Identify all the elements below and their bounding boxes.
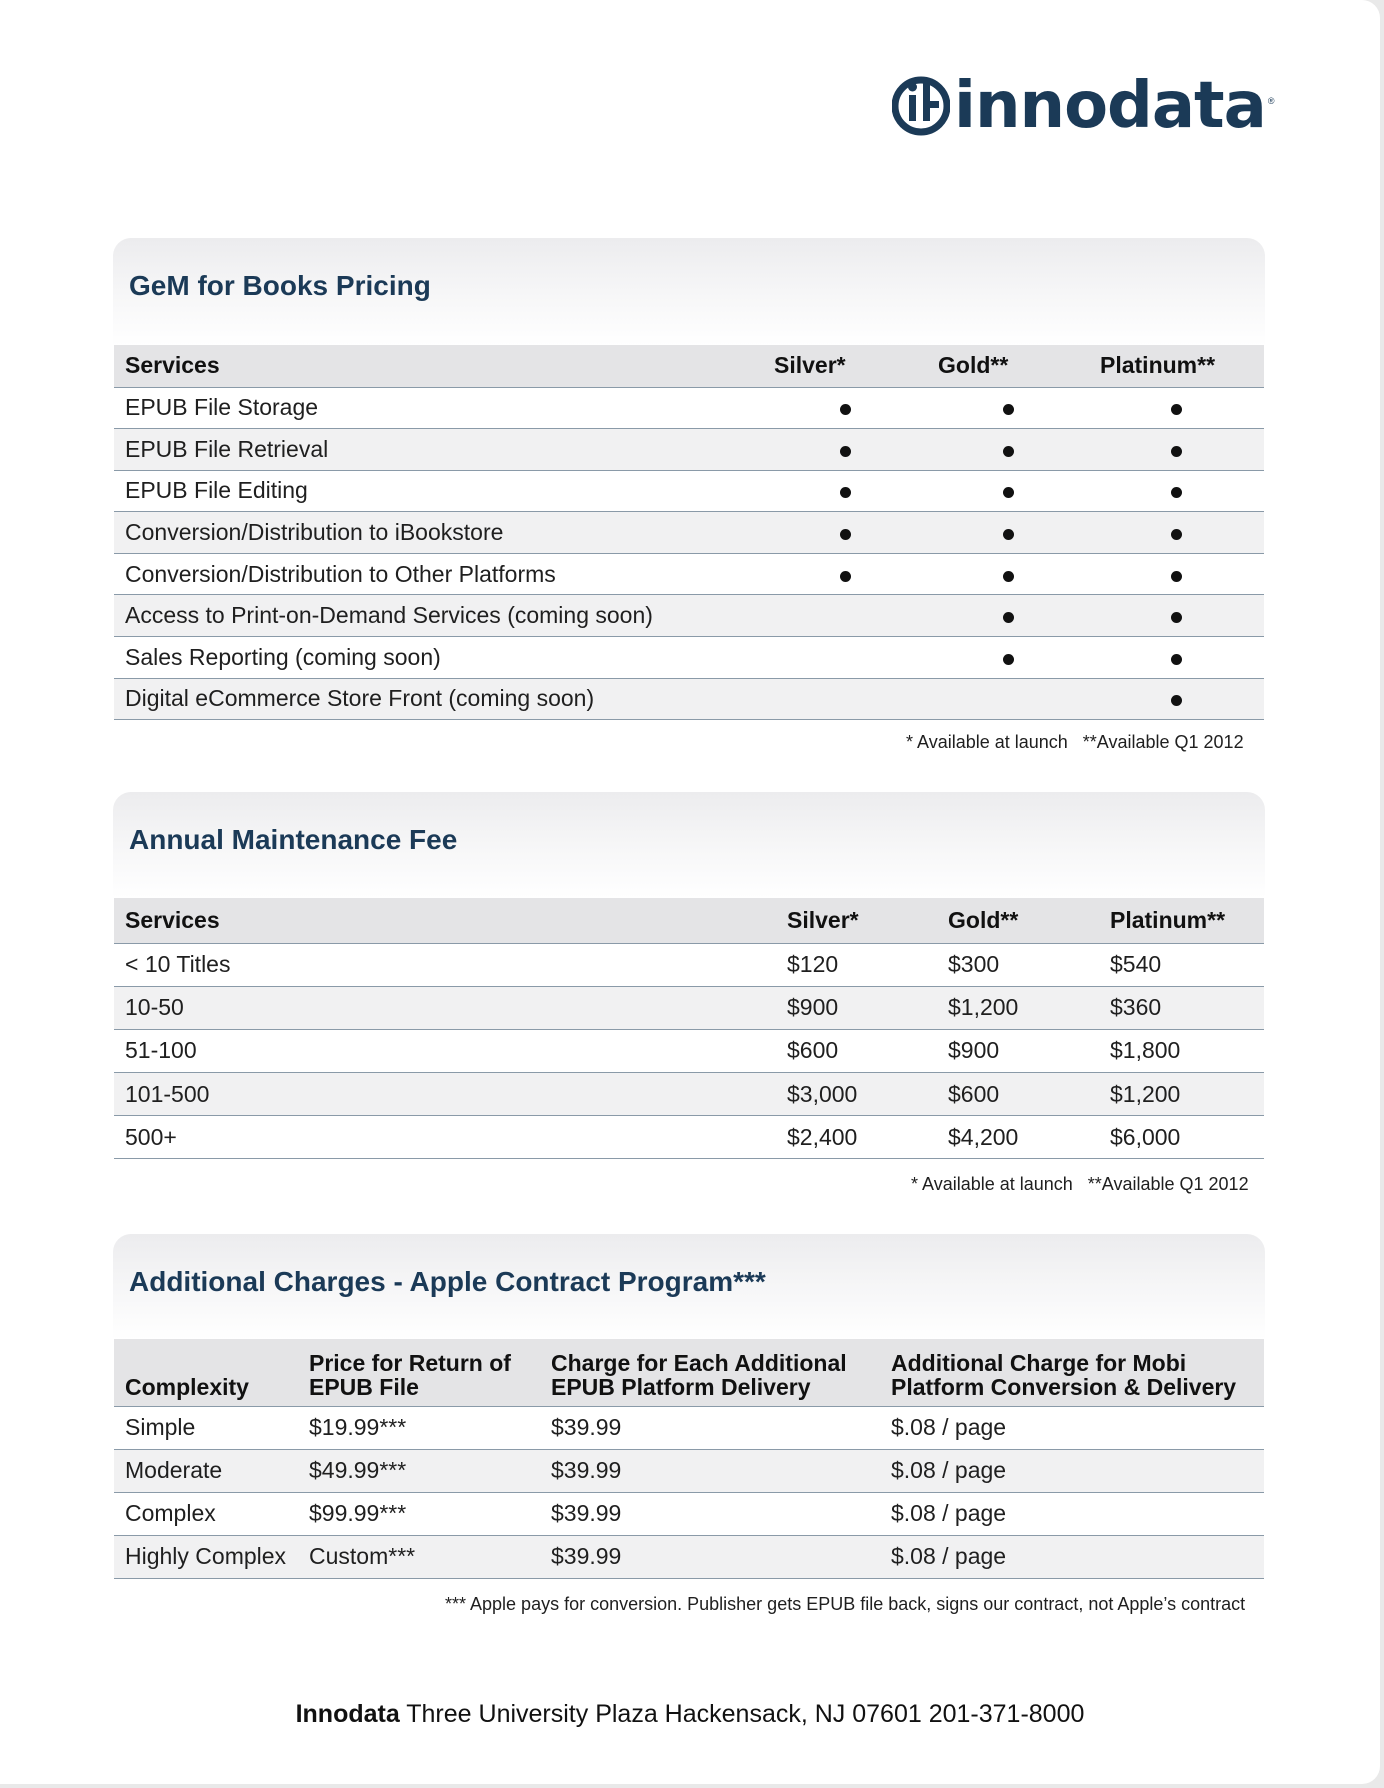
additional-delivery-charge: $39.99 (540, 1449, 880, 1492)
platinum-cell (1089, 678, 1264, 720)
platinum-cell (1089, 637, 1264, 679)
gold-cell (927, 429, 1089, 471)
registered-mark: ® (1267, 96, 1275, 106)
table-row (114, 1073, 1264, 1116)
table-row (114, 1535, 1264, 1578)
service-name: EPUB File Retrieval (114, 429, 763, 471)
included-bullet-icon (1003, 654, 1014, 665)
pricing-title: GeM for Books Pricing (129, 270, 431, 301)
platinum-cell (1089, 512, 1264, 554)
gold-cell (927, 595, 1089, 637)
gold-cell (927, 637, 1089, 679)
pricing-header-silver: Silver* (763, 345, 927, 387)
complexity: Moderate (114, 1449, 298, 1492)
platinum-price: $1,800 (1099, 1029, 1264, 1072)
header-complexity-line: Complexity (125, 1374, 249, 1401)
silver-cell (763, 678, 927, 720)
tier-range: 500+ (114, 1116, 776, 1159)
maintenance-header-gold: Gold** (937, 898, 1099, 943)
complexity: Simple (114, 1406, 298, 1449)
additional-footnote: *** Apple pays for conversion. Publisher gets EPUB file back, signs our contract, not Apple’s contract (445, 1594, 1246, 1614)
silver-cell (763, 387, 927, 429)
tier-range: 101-500 (114, 1073, 776, 1116)
mobi-charge: $.08 / page (880, 1492, 1264, 1535)
gold-price: $4,200 (937, 1116, 1099, 1159)
gold-cell (927, 470, 1089, 512)
gold-cell (927, 678, 1089, 720)
silver-cell (763, 470, 927, 512)
gold-cell (927, 512, 1089, 554)
included-bullet-icon (1171, 654, 1182, 665)
innodata-logo (892, 69, 1275, 143)
silver-cell (763, 429, 927, 471)
gold-price: $1,200 (937, 986, 1099, 1029)
return-price: $19.99*** (298, 1406, 540, 1449)
service-name: Sales Reporting (coming soon) (114, 637, 763, 679)
header-return-price (298, 1339, 540, 1406)
table-row (114, 678, 1264, 720)
silver-price: $900 (776, 986, 937, 1029)
tier-range: < 10 Titles (114, 943, 776, 986)
included-bullet-icon (1003, 571, 1014, 582)
platinum-cell (1089, 553, 1264, 595)
mobi-charge: $.08 / page (880, 1535, 1264, 1578)
footer-company: Innodata (295, 1700, 400, 1728)
included-bullet-icon (840, 404, 851, 415)
included-bullet-icon (1003, 404, 1014, 415)
platinum-price: $1,200 (1099, 1073, 1264, 1116)
silver-price: $600 (776, 1029, 937, 1072)
table-row (114, 1406, 1264, 1449)
header-return-price-line: EPUB File (309, 1374, 419, 1401)
pricing-header-panel (113, 238, 1265, 346)
included-bullet-icon (840, 571, 851, 582)
included-bullet-icon (840, 487, 851, 498)
platinum-cell (1089, 470, 1264, 512)
additional-delivery-charge: $39.99 (540, 1535, 880, 1578)
header-return-price-line: Price for Return of (309, 1350, 511, 1377)
service-name: Conversion/Distribution to Other Platforms (114, 553, 763, 595)
table-row (114, 553, 1264, 595)
pricing-table (114, 345, 1264, 720)
pricing-header-gold: Gold** (927, 345, 1089, 387)
table-row (114, 429, 1264, 471)
gold-price: $300 (937, 943, 1099, 986)
included-bullet-icon (1171, 612, 1182, 623)
included-bullet-icon (1171, 446, 1182, 457)
included-bullet-icon (1171, 529, 1182, 540)
service-name: Access to Print-on-Demand Services (coming soon) (114, 595, 763, 637)
complexity: Complex (114, 1492, 298, 1535)
silver-cell (763, 553, 927, 595)
tier-range: 51-100 (114, 1029, 776, 1072)
included-bullet-icon (1003, 612, 1014, 623)
brand-name: innodata (954, 69, 1266, 143)
platinum-cell (1089, 387, 1264, 429)
additional-delivery-charge: $39.99 (540, 1492, 880, 1535)
silver-price: $120 (776, 943, 937, 986)
return-price: $49.99*** (298, 1449, 540, 1492)
table-row (114, 1449, 1264, 1492)
header-mobi-charge-line: Additional Charge for Mobi (891, 1350, 1187, 1377)
included-bullet-icon (840, 529, 851, 540)
table-row (114, 470, 1264, 512)
platinum-price: $6,000 (1099, 1116, 1264, 1159)
silver-cell (763, 512, 927, 554)
service-name: EPUB File Editing (114, 470, 763, 512)
included-bullet-icon (840, 446, 851, 457)
header-mobi-charge-line: Platform Conversion & Delivery (891, 1374, 1237, 1401)
maintenance-header-platinum: Platinum** (1099, 898, 1264, 943)
included-bullet-icon (1003, 446, 1014, 457)
platinum-price: $540 (1099, 943, 1264, 986)
included-bullet-icon (1171, 487, 1182, 498)
table-row (114, 1029, 1264, 1072)
table-row (114, 1116, 1264, 1159)
return-price: Custom*** (298, 1535, 540, 1578)
service-name: Digital eCommerce Store Front (coming soon) (114, 678, 763, 720)
table-row (114, 986, 1264, 1029)
header-additional-delivery-line: EPUB Platform Delivery (551, 1374, 811, 1401)
mobi-charge: $.08 / page (880, 1406, 1264, 1449)
platinum-price: $360 (1099, 986, 1264, 1029)
silver-price: $2,400 (776, 1116, 937, 1159)
footer-address (0, 1700, 1380, 1729)
silver-cell (763, 637, 927, 679)
maintenance-header-services: Services (114, 898, 776, 943)
header-additional-delivery-line: Charge for Each Additional (551, 1350, 847, 1377)
included-bullet-icon (1171, 571, 1182, 582)
included-bullet-icon (1003, 529, 1014, 540)
silver-cell (763, 595, 927, 637)
maintenance-header-silver: Silver* (776, 898, 937, 943)
mobi-charge: $.08 / page (880, 1449, 1264, 1492)
service-name: EPUB File Storage (114, 387, 763, 429)
maintenance-footnote: * Available at launch **Available Q1 2012 (911, 1174, 1249, 1194)
tier-range: 10-50 (114, 986, 776, 1029)
platinum-cell (1089, 595, 1264, 637)
silver-price: $3,000 (776, 1073, 937, 1116)
footer-address-text: Three University Plaza Hackensack, NJ 07601 201-371-8000 (399, 1700, 1085, 1728)
table-row (114, 595, 1264, 637)
table-row (114, 637, 1264, 679)
additional-title: Additional Charges - Apple Contract Program*** (129, 1266, 766, 1297)
maintenance-header-panel (113, 792, 1265, 898)
maintenance-title: Annual Maintenance Fee (129, 824, 458, 855)
return-price: $99.99*** (298, 1492, 540, 1535)
included-bullet-icon (1003, 487, 1014, 498)
table-row (114, 943, 1264, 986)
header-mobi-charge (880, 1339, 1264, 1406)
gold-cell (927, 553, 1089, 595)
maintenance-table (114, 898, 1264, 1159)
table-row (114, 387, 1264, 429)
included-bullet-icon (1171, 404, 1182, 415)
gold-price: $900 (937, 1029, 1099, 1072)
pricing-footnote: * Available at launch **Available Q1 2012 (906, 732, 1244, 752)
gold-price: $600 (937, 1073, 1099, 1116)
additional-delivery-charge: $39.99 (540, 1406, 880, 1449)
gold-cell (927, 387, 1089, 429)
service-name: Conversion/Distribution to iBookstore (114, 512, 763, 554)
pricing-header-platinum: Platinum** (1089, 345, 1264, 387)
header-additional-delivery (540, 1339, 880, 1406)
table-row (114, 512, 1264, 554)
pricing-header-services: Services (114, 345, 763, 387)
table-row (114, 1492, 1264, 1535)
included-bullet-icon (1171, 695, 1182, 706)
platinum-cell (1089, 429, 1264, 471)
header-complexity (114, 1339, 298, 1406)
complexity: Highly Complex (114, 1535, 298, 1578)
additional-header-panel (113, 1234, 1265, 1340)
additional-table (114, 1339, 1264, 1579)
innodata-logo-icon (892, 75, 950, 137)
